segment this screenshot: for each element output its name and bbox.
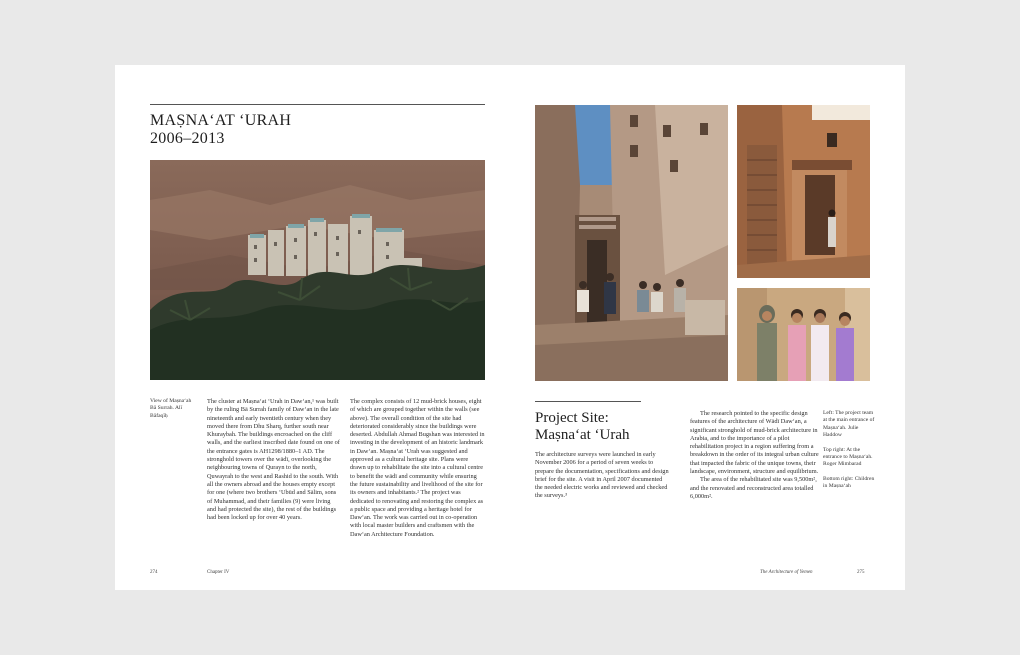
running-title: The Architecture of Yemen — [760, 570, 813, 575]
text-column-1: The cluster at Maṣna‘at ‘Urah in Daw‘an,¹ was built by the ruling Bā Surrah family of Daw‘an in the late nineteenth and early twentieth century when they moved there from Dhu Sharq, further south near Khuraybah. The buildings encroached on the cliff walls, and the earliest inscribed date found on one of the entrance gates is AH1298/1880–1 AD. The stronghold towers over the wādī, overlooking the neighbouring towns of Qurayn to the north, Quwayrah to the west and Rashid to the south. With all the owners abroad and the houses empty except for one (where two brothers ‘Ubūd and Sālim, sons of Muhammad, and their families (9) were living and had protected the site), the rest of the buildings had been locked up for over 40 years. — [207, 398, 340, 522]
area-paragraph: The area of the rehabilitated site was 9,500m², and the renovated and reconstructed area totalled 6,000m². — [690, 476, 817, 500]
entrance-team-photo — [535, 105, 728, 381]
cliff-village-photo — [150, 160, 485, 380]
project-heading-rule — [535, 401, 641, 402]
project-text-column-1: The architecture surveys were launched in early November 2006 for a period of seven weeks to prepare the documentation, specifications and design brief for the site. A visit in April 2007 documented the needed electric works and reviewed and checked the surveys.³ — [535, 451, 669, 500]
photo-captions — [823, 410, 878, 491]
caption-bottom-right: Bottom right: Children in Maṣna‘ah — [823, 475, 875, 490]
children-photo — [737, 288, 870, 381]
doorway-photo — [737, 105, 870, 278]
caption-left: Left: The project team at the main entrance of Maṣna‘ah. Julie Haddow — [823, 410, 875, 439]
project-heading: Project Site: — [535, 410, 609, 426]
project-site-name: Maṣna‘at ‘Urah — [535, 427, 630, 443]
text-column-2: The complex consists of 12 mud-brick houses, eight of which are grouped together within the walls (see above). The overall condition of the site had deteriorated considerably since the buildings were deserted. Abdullah Ahmad Bugshan was interested in investing in the development of an historic landmark in Daw‘an. Maṣna‘at ‘Urah was suggested and approved as a cultural heritage site. Plans were drawn up to rehabilitate the site into a cultural centre to benefit the wādī and community while ensuring the future sustainability and livelihood of the site for its owners and inhabitants.² The project was dedicated to renovating and restoring the complex as a public space and providing a heritage hotel for Daw‘an. The work was carried out in co-operation with local master builders and craftsmen with the Daw‘an Architecture Foundation. — [350, 398, 485, 538]
page-number-right: 275 — [857, 570, 865, 575]
caption-top-right: Top right: At the entrance to Maṣna‘ah. Roger Mimbarad — [823, 446, 873, 468]
project-text-column-2 — [690, 410, 820, 501]
section-dates: 2006–2013 — [150, 130, 225, 147]
book-spread — [115, 65, 905, 590]
chapter-label: Chapter IV — [207, 570, 230, 575]
photo-caption: View of Maṣna‘ah Bā Surrah. Alī Bāfaqīḥ — [150, 398, 192, 419]
research-paragraph: The research pointed to the specific design features of the architecture of Wādī Daw‘an, a significant stronghold of mud-brick architecture in Arabia, and to the importance of a pilot rehabilitation project in a region suffering from a breakdown in the order of its integral urban culture that impacted the fabric of the unique towns, their landscape, environment, structure and equilibrium. — [690, 410, 819, 476]
section-heading: MAṢNA‘AT ‘URAH — [150, 112, 292, 129]
page-number-left: 274 — [150, 570, 158, 575]
heading-rule — [150, 104, 485, 105]
